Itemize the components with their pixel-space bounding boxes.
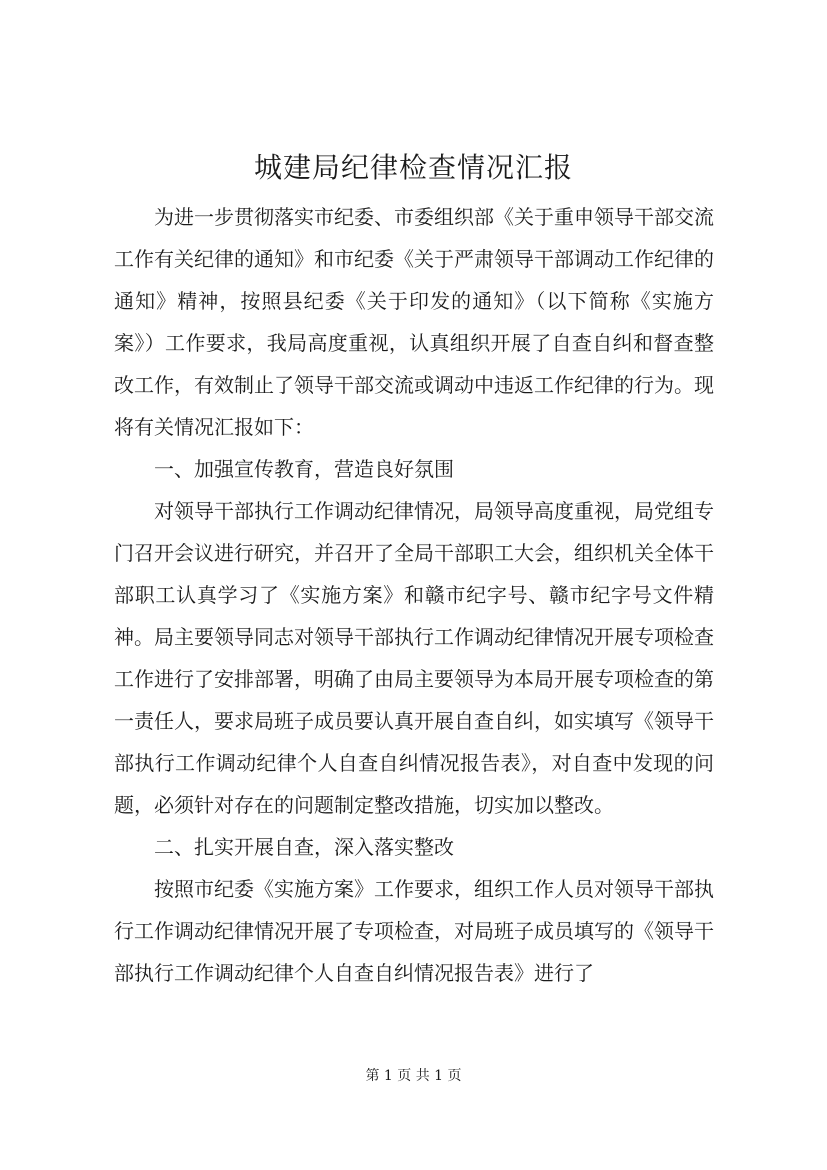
page-footer: 第 1 页 共 1 页 [365,1068,462,1084]
intro-paragraph: 为进一步贯彻落实市纪委、市委组织部《关于重申领导干部交流工作有关纪律的通知》和市纪委《关于严肃领导干部调动工作纪律的通知》精神，按照县纪委《关于印发的通知》（以下简称《实施方案》）工作要求，我局高度重视，认真组织开展了自查自纠和督查整改工作，有效制止了领导干部交流或调动中违返工作纪律的行为。现将有关情况汇报如下： [114,205,714,439]
document-body [114,196,714,994]
section-heading-1: 一、加强宣传教育，营造良好氛围 [154,457,454,481]
document-title: 城建局纪律检查情况汇报 [253,151,573,184]
section-heading-2: 二、扎实开展自查，深入落实整改 [154,835,454,859]
section-1-paragraph: 对领导干部执行工作调动纪律情况，局领导高度重视，局党组专门召开会议进行研究，并召开了全局干部职工大会，组织机关全体干部职工认真学习了《实施方案》和赣市纪字号、赣市纪字号文件精神。局主要领导同志对领导干部执行工作调动纪律情况开展专项检查工作进行了安排部署，明确了由局主要领导为本局开展专项检查的第一责任人，要求局班子成员要认真开展自查自纠，如实填写《领导干部执行工作调动纪律个人自查自纠情况报告表》，对自查中发现的问题，必须针对存在的问题制定整改措施，切实加以整改。 [114,499,714,817]
section-2-paragraph: 按照市纪委《实施方案》工作要求，组织工作人员对领导干部执行工作调动纪律情况开展了专项检查，对局班子成员填写的《领导干部执行工作调动纪律个人自查自纠情况报告表》进行了 [114,877,714,985]
